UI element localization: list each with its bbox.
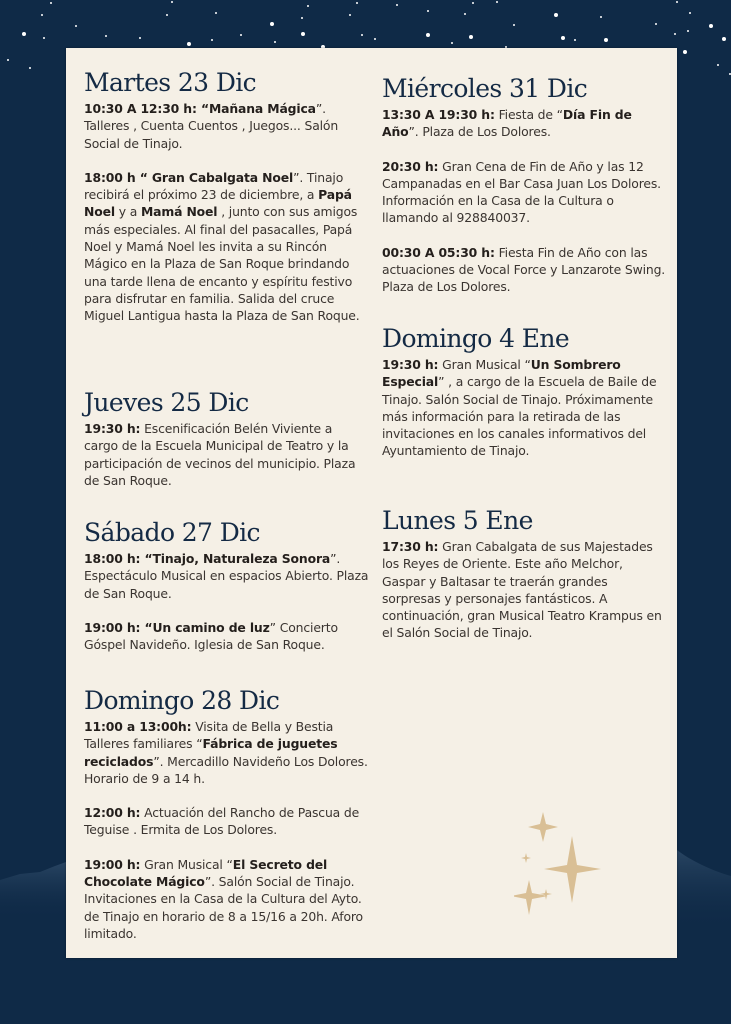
- event-item: [84, 718, 369, 787]
- event-text: Escenificación Belén Viviente a cargo de la Escuela Municipal de Teatro y la participación de vecinos del municipio. Plaza de San Roque.: [84, 421, 356, 488]
- event-highlight: 12:00 h:: [84, 805, 141, 821]
- event-item: [84, 100, 369, 152]
- event-item: [382, 538, 667, 642]
- event-text: Gran Musical “: [438, 357, 531, 372]
- event-highlight: Un Sombrero Especial: [382, 357, 621, 390]
- day-section-domingo-4-ene: [382, 324, 667, 477]
- day-title: Jueves 25 Dic: [84, 388, 249, 417]
- event-text: y a: [114, 204, 141, 220]
- day-title: Domingo 28 Dic: [84, 686, 280, 715]
- event-item: [382, 244, 667, 296]
- event-text: Visita de Bella y Bestia Talleres familiares “: [84, 719, 334, 752]
- events-card: [66, 48, 677, 958]
- event-text: Fiesta de “: [494, 107, 563, 122]
- event-text: ” Concierto Góspel Navideño. Iglesia de San Roque.: [84, 619, 338, 653]
- event-text: Fiesta Fin de Año con las actuaciones de Vocal Force y Lanzarote Swing. Plaza de Los Dolores.: [382, 244, 666, 295]
- day-title: Lunes 5 Ene: [382, 506, 533, 535]
- event-text: ” , a cargo de la Escuela de Baile de Tinajo. Salón Social de Tinajo. Próximamente más información para la retirada de las invitaciones en los canales informativos del Ayuntamiento de Tinajo.: [382, 374, 657, 459]
- event-text: Gran Cena de Fin de Año y las 12 Campanadas en el Bar Casa Juan Los Dolores. Información en la Casa de la Cultura o llamando al 928840037.: [382, 158, 661, 226]
- event-item: [382, 106, 667, 141]
- event-highlight: Día Fin de Año: [382, 107, 632, 140]
- event-highlight: 17:30 h:: [382, 539, 439, 554]
- event-highlight: 00:30 A 05:30 h:: [382, 244, 495, 260]
- event-text: ”. Plaza de Los Dolores.: [408, 124, 551, 140]
- event-highlight: Papá Noel: [84, 187, 352, 220]
- four-point-sparkles-icon: [514, 808, 634, 918]
- event-text: Actuación del Rancho de Pascua de Teguise . Ermita de Los Dolores.: [84, 805, 360, 838]
- event-item: [382, 356, 667, 460]
- event-highlight: Fábrica de juguetes reciclados: [84, 736, 338, 769]
- event-text: ”. Mercadillo Navideño Los Dolores. Horario de 9 a 14 h.: [84, 753, 368, 786]
- event-highlight: 19:30 h:: [84, 421, 141, 436]
- event-highlight: 20:30 h:: [382, 158, 439, 174]
- event-highlight: Mamá Noel: [140, 204, 218, 220]
- event-item: [84, 804, 369, 839]
- event-item: [84, 550, 369, 602]
- event-item: [84, 420, 369, 489]
- day-section-miercoles-31-dic: [382, 74, 667, 313]
- event-highlight: 19:30 h:: [382, 357, 439, 372]
- event-item: [382, 158, 667, 227]
- day-section-lunes-5-ene: [382, 506, 667, 659]
- event-text: ”. Espectáculo Musical en espacios Abierto. Plaza de San Roque.: [84, 551, 369, 601]
- event-item: [84, 619, 369, 654]
- day-section-sabado-27-dic: [84, 518, 369, 670]
- event-highlight: 10:30 A 12:30 h: “Mañana Mágica: [84, 101, 316, 116]
- event-text: ”. Salón Social de Tinajo. Invitaciones en la Casa de la Cultura del Ayto. de Tinajo en horario de 8 a 15/16 a 20h. Aforo limitado.: [84, 874, 363, 941]
- event-highlight: 13:30 A 19:30 h:: [382, 107, 495, 122]
- event-text: ”. Talleres , Cuenta Cuentos , Juegos... Salón Social de Tinajo.: [84, 101, 339, 151]
- day-section-martes-23-dic: [84, 68, 369, 342]
- event-item: [84, 856, 369, 942]
- event-item: [84, 169, 369, 325]
- day-section-jueves-25-dic: [84, 388, 369, 506]
- event-highlight: 19:00 h: “Un camino de luz: [84, 619, 270, 635]
- event-text: Gran Musical “: [140, 856, 233, 872]
- event-text: , junto con sus amigos más especiales. Al final del pasacalles, Papá Noel y Mamá Noel les invita a su Rincón Mágico en la Plaza de San Roque brindando una tarde llena de encanto y espíritu festivo para disfrutar en familia. Salida del cruce Miguel Lantigua hasta la Plaza de San Roque.: [84, 204, 360, 324]
- event-highlight: 18:00 h “ Gran Cabalgata Noel: [84, 169, 294, 185]
- day-section-domingo-28-dic: [84, 686, 369, 959]
- day-title: Sábado 27 Dic: [84, 518, 260, 547]
- event-highlight: 11:00 a 13:00h:: [84, 719, 192, 734]
- day-title: Miércoles 31 Dic: [382, 74, 588, 103]
- event-highlight: 18:00 h: “Tinajo, Naturaleza Sonora: [84, 551, 331, 566]
- day-title: Martes 23 Dic: [84, 68, 257, 97]
- day-title: Domingo 4 Ene: [382, 324, 570, 353]
- event-text: ”. Tinajo recibirá el próximo 23 de diciembre, a: [84, 169, 344, 203]
- event-text: Gran Cabalgata de sus Majestades los Reyes de Oriente. Este año Melchor, Gaspar y Baltasar te traerán grandes sorpresas y personajes fantásticos. A continuación, gran Musical Teatro Krampus en el Salón Social de Tinajo.: [382, 539, 662, 641]
- event-highlight: El Secreto del Chocolate Mágico: [84, 856, 328, 890]
- event-highlight: 19:00 h:: [84, 856, 141, 872]
